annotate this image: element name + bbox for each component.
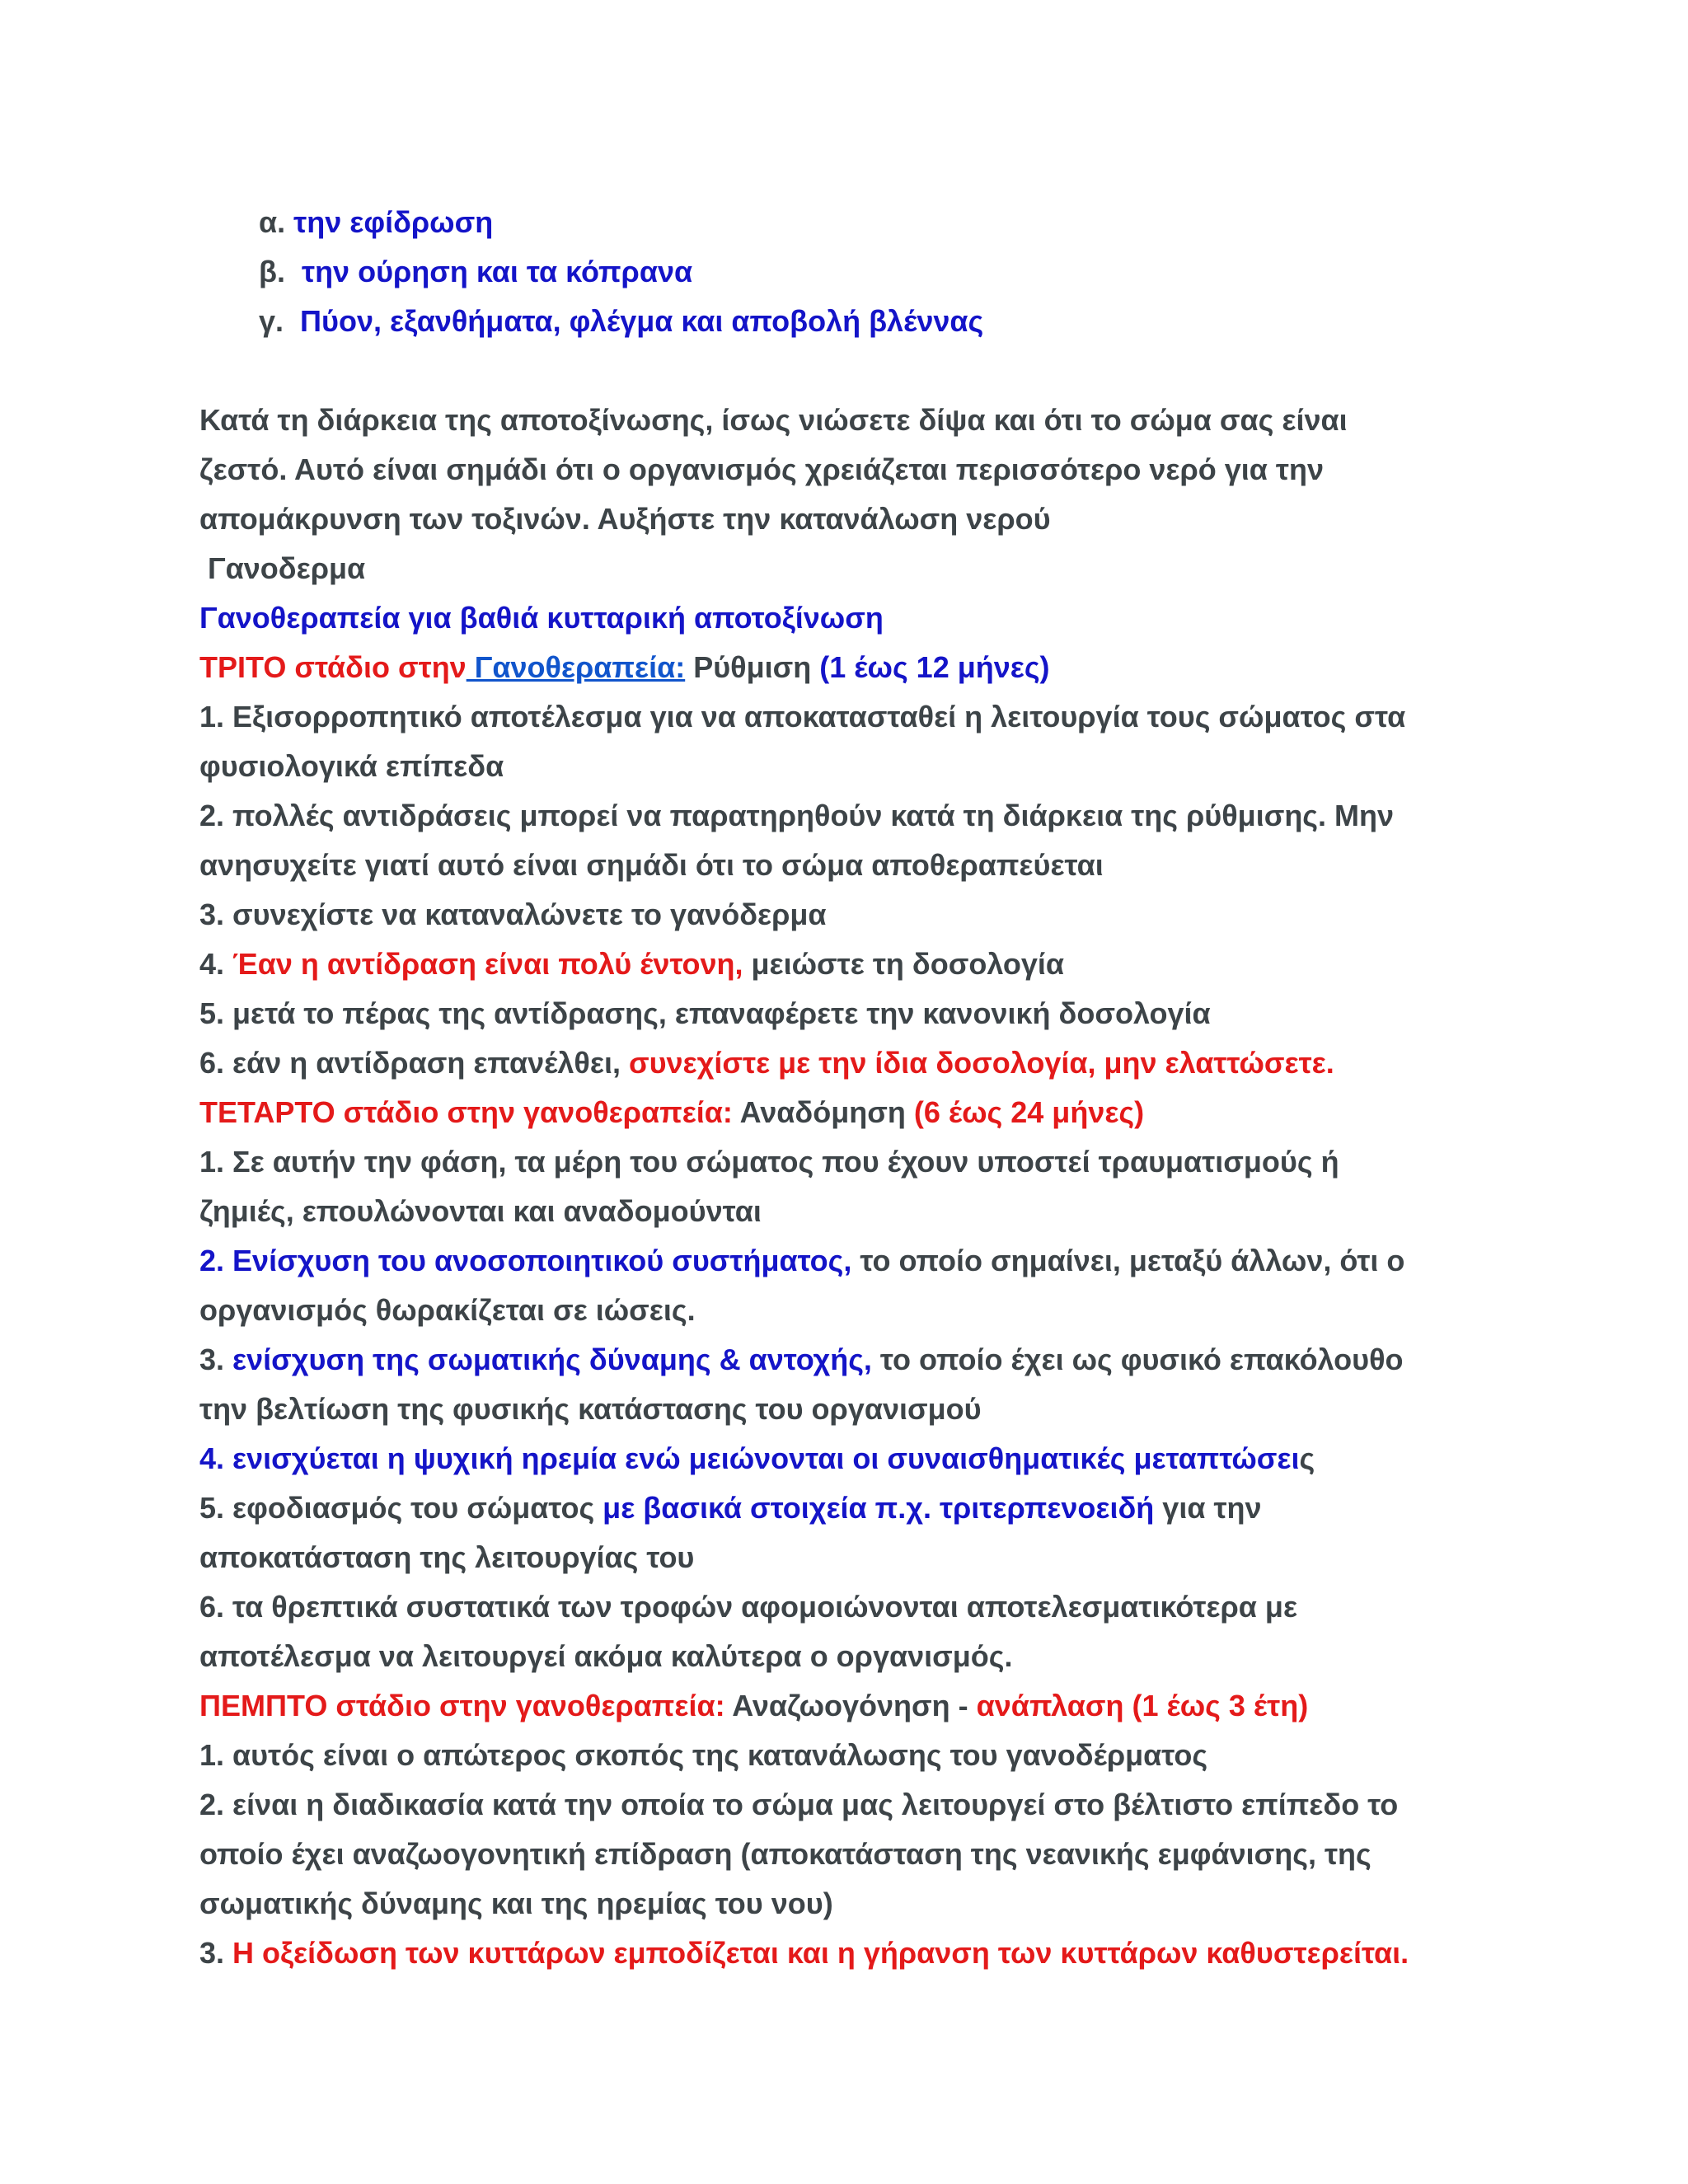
item-highlight: ενίσχυση της σωματικής δύναμης & αντοχής,: [224, 1343, 872, 1376]
stage3-duration: (1 έως 12 μήνες): [819, 650, 1050, 684]
intro-line: απομάκρυνση των τοξινών. Αυξήστε την κατανάλωση νερού: [199, 502, 1051, 536]
stage5-item3: [199, 1929, 1551, 1978]
intro-line: Κατά τη διάρκεια της αποτοξίνωσης, ίσως νιώσετε δίψα και ότι το σώμα σας είναι: [199, 403, 1348, 437]
stage4-item1-line2: ζημιές, επουλώνονται και αναδομούνται: [199, 1194, 762, 1228]
item-highlight: Η οξείδωση των κυττάρων εμποδίζεται και η γήρανση των κυττάρων καθυστερείται.: [224, 1936, 1409, 1970]
ganotherapy-link[interactable]: Γανοθεραπεία:: [466, 650, 686, 684]
item-number: 4.: [199, 1441, 225, 1475]
stage4-label: ΤΕΤΑΡΤΟ στάδιο στην γανοθεραπεία:: [199, 1095, 733, 1129]
stage4-name: Αναδόμηση: [732, 1095, 914, 1129]
item-highlight: Ενίσχυση του ανοσοποιητικού συστήματος,: [224, 1244, 852, 1277]
stage4-item5-line1: [199, 1483, 1551, 1533]
stage3-item2-line2: ανησυχείτε γιατί αυτό είναι σημάδι ότι το σώμα αποθεραπεύεται: [199, 848, 1104, 882]
list-item: [199, 198, 1551, 247]
item-rest: για την: [1154, 1491, 1262, 1525]
stage5-item2-line1: 2. είναι η διαδικασία κατά την οποία το σώμα μας λειτουργεί στο βέλτιστο επίπεδο το: [199, 1788, 1399, 1821]
item-highlight: συνεχίστε με την ίδια δοσολογία, μην ελαττώσετε.: [620, 1046, 1334, 1080]
stage3-item6: [199, 1038, 1551, 1088]
stage4-item3-line1: [199, 1335, 1551, 1385]
item-rest: το οποίο έχει ως φυσικό επακόλουθο: [871, 1343, 1404, 1376]
item-text: 5. εφοδιασμός του σώματος: [199, 1491, 603, 1525]
stage3-label: ΤΡΙΤΟ στάδιο στην: [199, 650, 467, 684]
item-end: ς: [1299, 1441, 1315, 1475]
stage3-item1-line1: 1. Εξισορροπητικό αποτέλεσμα για να αποκατασταθεί η λειτουργία τους σώματος στα: [199, 700, 1406, 733]
stage4-item3-line2: την βελτίωση της φυσικής κατάστασης του οργανισμού: [199, 1392, 982, 1426]
stage3-item1-line2: φυσιολογικά επίπεδα: [199, 749, 504, 783]
intro-line: ζεστό. Αυτό είναι σημάδι ότι ο οργανισμός χρειάζεται περισσότερο νερό για την: [199, 452, 1324, 486]
stage4-heading: [199, 1088, 1551, 1137]
stage4-item6-line1: 6. τα θρεπτικά συστατικά των τροφών αφομοιώνονται αποτελεσματικότερα με: [199, 1590, 1298, 1624]
stage4-item6-line2: αποτέλεσμα να λειτουργεί ακόμα καλύτερα ο οργανισμός.: [199, 1639, 1013, 1673]
stage4-item2-line1: [199, 1236, 1551, 1286]
item-number: 4.: [199, 947, 225, 981]
list-item: [199, 247, 1551, 297]
stage4-item4: [199, 1434, 1551, 1483]
intro-paragraph: [199, 396, 1551, 544]
stage3-item5: 5. μετά το πέρας της αντίδρασης, επαναφέρετε την κανονική δοσολογία: [199, 996, 1211, 1030]
stage3-name: Ρύθμιση: [685, 650, 820, 684]
list-item-text: Πύον, εξανθήματα, φλέγμα και αποβολή βλέννας: [300, 304, 984, 338]
document-body: [199, 198, 1551, 1978]
list-item-text: την εφίδρωση: [293, 205, 494, 239]
stage4-item1-line1: 1. Σε αυτήν την φάση, τα μέρη του σώματος που έχουν υποστεί τραυματισμούς ή: [199, 1145, 1339, 1179]
stage3-item4: [199, 940, 1551, 989]
abc-list: [199, 198, 1551, 346]
stage5-item2-line2: οποίο έχει αναζωογονητική επίδραση (αποκατάσταση της νεανικής εμφάνισης, της: [199, 1837, 1372, 1871]
list-marker: α.: [259, 205, 286, 239]
stage4-item5-line2: αποκατάσταση της λειτουργίας του: [199, 1540, 695, 1574]
stage3-item3: 3. συνεχίστε να καταναλώνετε το γανόδερμα: [199, 898, 827, 931]
stage5-duration: ανάπλαση (1 έως 3 έτη): [976, 1689, 1309, 1722]
item-number: 3.: [199, 1343, 225, 1376]
stage5-heading: [199, 1681, 1551, 1731]
stage5-item2-line3: σωματικής δύναμης και της ηρεμίας του νου): [199, 1886, 833, 1920]
item-rest: το οποίο σημαίνει, μεταξύ άλλων, ότι ο: [851, 1244, 1405, 1277]
list-marker: γ.: [259, 304, 284, 338]
list-marker: β.: [259, 255, 285, 288]
list-item-text: την ούρηση και τα κόπρανα: [302, 255, 693, 288]
subtitle: Γανοθεραπεία για βαθιά κυτταρική αποτοξίνωση: [199, 601, 884, 635]
stage4-item2-line2: οργανισμός θωρακίζεται σε ιώσεις.: [199, 1293, 696, 1327]
list-item: [199, 297, 1551, 346]
stage5-item1: 1. αυτός είναι ο απώτερος σκοπός της κατανάλωσης του γανοδέρματος: [199, 1738, 1208, 1772]
item-rest: μειώστε τη δοσολογία: [743, 947, 1065, 981]
item-highlight: με βασικά στοιχεία π.χ. τριτερπενοειδή: [603, 1491, 1155, 1525]
stage5-label: ΠΕΜΠΤΟ στάδιο στην γανοθεραπεία:: [199, 1689, 725, 1722]
stage4-duration: (6 έως 24 μήνες): [913, 1095, 1145, 1129]
ganoderma-word: Γανοδερμα: [208, 551, 366, 585]
item-number: 3.: [199, 1936, 225, 1970]
stage3-heading: [199, 643, 1551, 692]
spacer: [199, 346, 1551, 396]
item-number: 2.: [199, 1244, 225, 1277]
item-text: 6. εάν η αντίδραση επανέλθει,: [199, 1046, 621, 1080]
stage3-item2-line1: 2. πολλές αντιδράσεις μπορεί να παρατηρηθούν κατά τη διάρκεια της ρύθμισης. Μην: [199, 799, 1395, 832]
item-highlight: Έαν η αντίδραση είναι πολύ έντονη,: [224, 947, 743, 981]
item-highlight: ενισχύεται η ψυχική ηρεμία ενώ μειώνονται οι συναισθηματικές μεταπτώσει: [224, 1441, 1300, 1475]
stage5-name: Αναζωογόνηση -: [724, 1689, 977, 1722]
